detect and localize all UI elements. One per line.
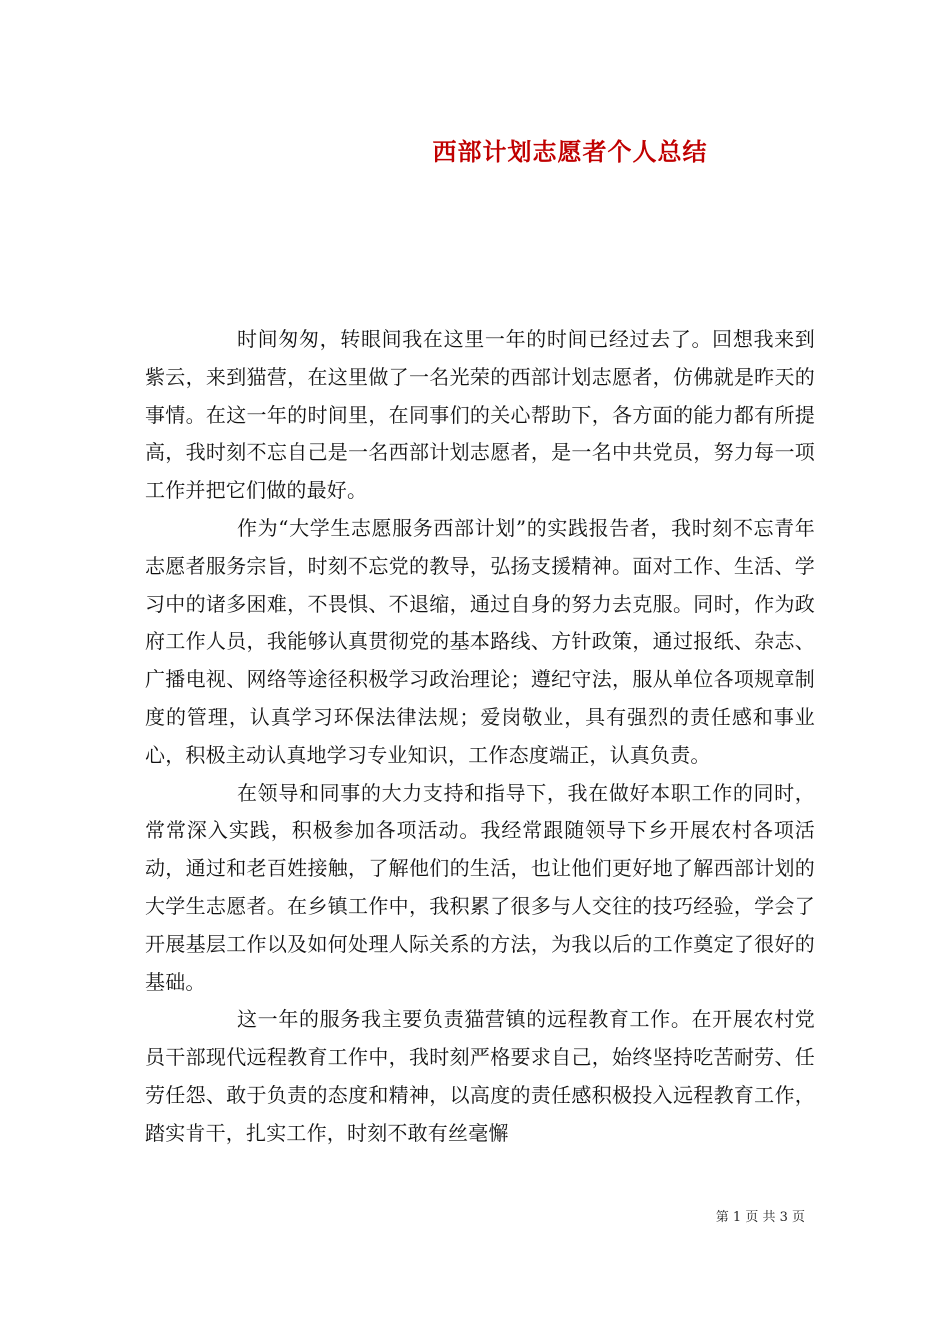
paragraph-2: 作为“大学生志愿服务西部计划”的实践报告者，我时刻不忘青年志愿者服务宗旨，时刻不忘党的教导，弘扬支援精神。面对工作、生活、学习中的诸多困难，不畏惧、不退缩，通过自身的努力去克服。同时，作为政府工作人员，我能够认真贯彻党的基本路线、方针政策，通过报纸、杂志、广播电视、网络等途径积极学习政治理论；遵纪守法，服从单位各项规章制度的管理，认真学习环保法律法规；爱岗敬业，具有强烈的责任感和事业心，积极主动认真地学习专业知识，工作态度端正，认真负责。 [145, 515, 815, 767]
paragraph-4: 这一年的服务我主要负责猫营镇的远程教育工作。在开展农村党员干部现代远程教育工作中，我时刻严格要求自己，始终坚持吃苦耐劳、任劳任怨、敢于负责的态度和精神，以高度的责任感积极投入远程教育工作，踏实肯干，扎实工作，时刻不敢有丝毫懈 [145, 1007, 815, 1145]
document-body [145, 321, 815, 1153]
paragraph-3: 在领导和同事的大力支持和指导下，我在做好本职工作的同时，常常深入实践，积极参加各项活动。我经常跟随领导下乡开展农村各项活动，通过和老百姓接触，了解他们的生活，也让他们更好地了解西部计划的大学生志愿者。在乡镇工作中，我积累了很多与人交往的技巧经验，学会了开展基层工作以及如何处理人际关系的方法，为我以后的工作奠定了很好的基础。 [145, 780, 815, 994]
paragraph-1: 时间匆匆，转眼间我在这里一年的时间已经过去了。回想我来到紫云，来到猫营，在这里做了一名光荣的西部计划志愿者，仿佛就是昨天的事情。在这一年的时间里，在同事们的关心帮助下，各方面的能力都有所提高，我时刻不忘自己是一名西部计划志愿者，是一名中共党员，努力每一项工作并把它们做的最好。 [145, 327, 815, 503]
page-number: 第 1 页 共 3 页 [715, 1210, 805, 1225]
document-title: 西部计划志愿者个人总结 [432, 137, 708, 166]
